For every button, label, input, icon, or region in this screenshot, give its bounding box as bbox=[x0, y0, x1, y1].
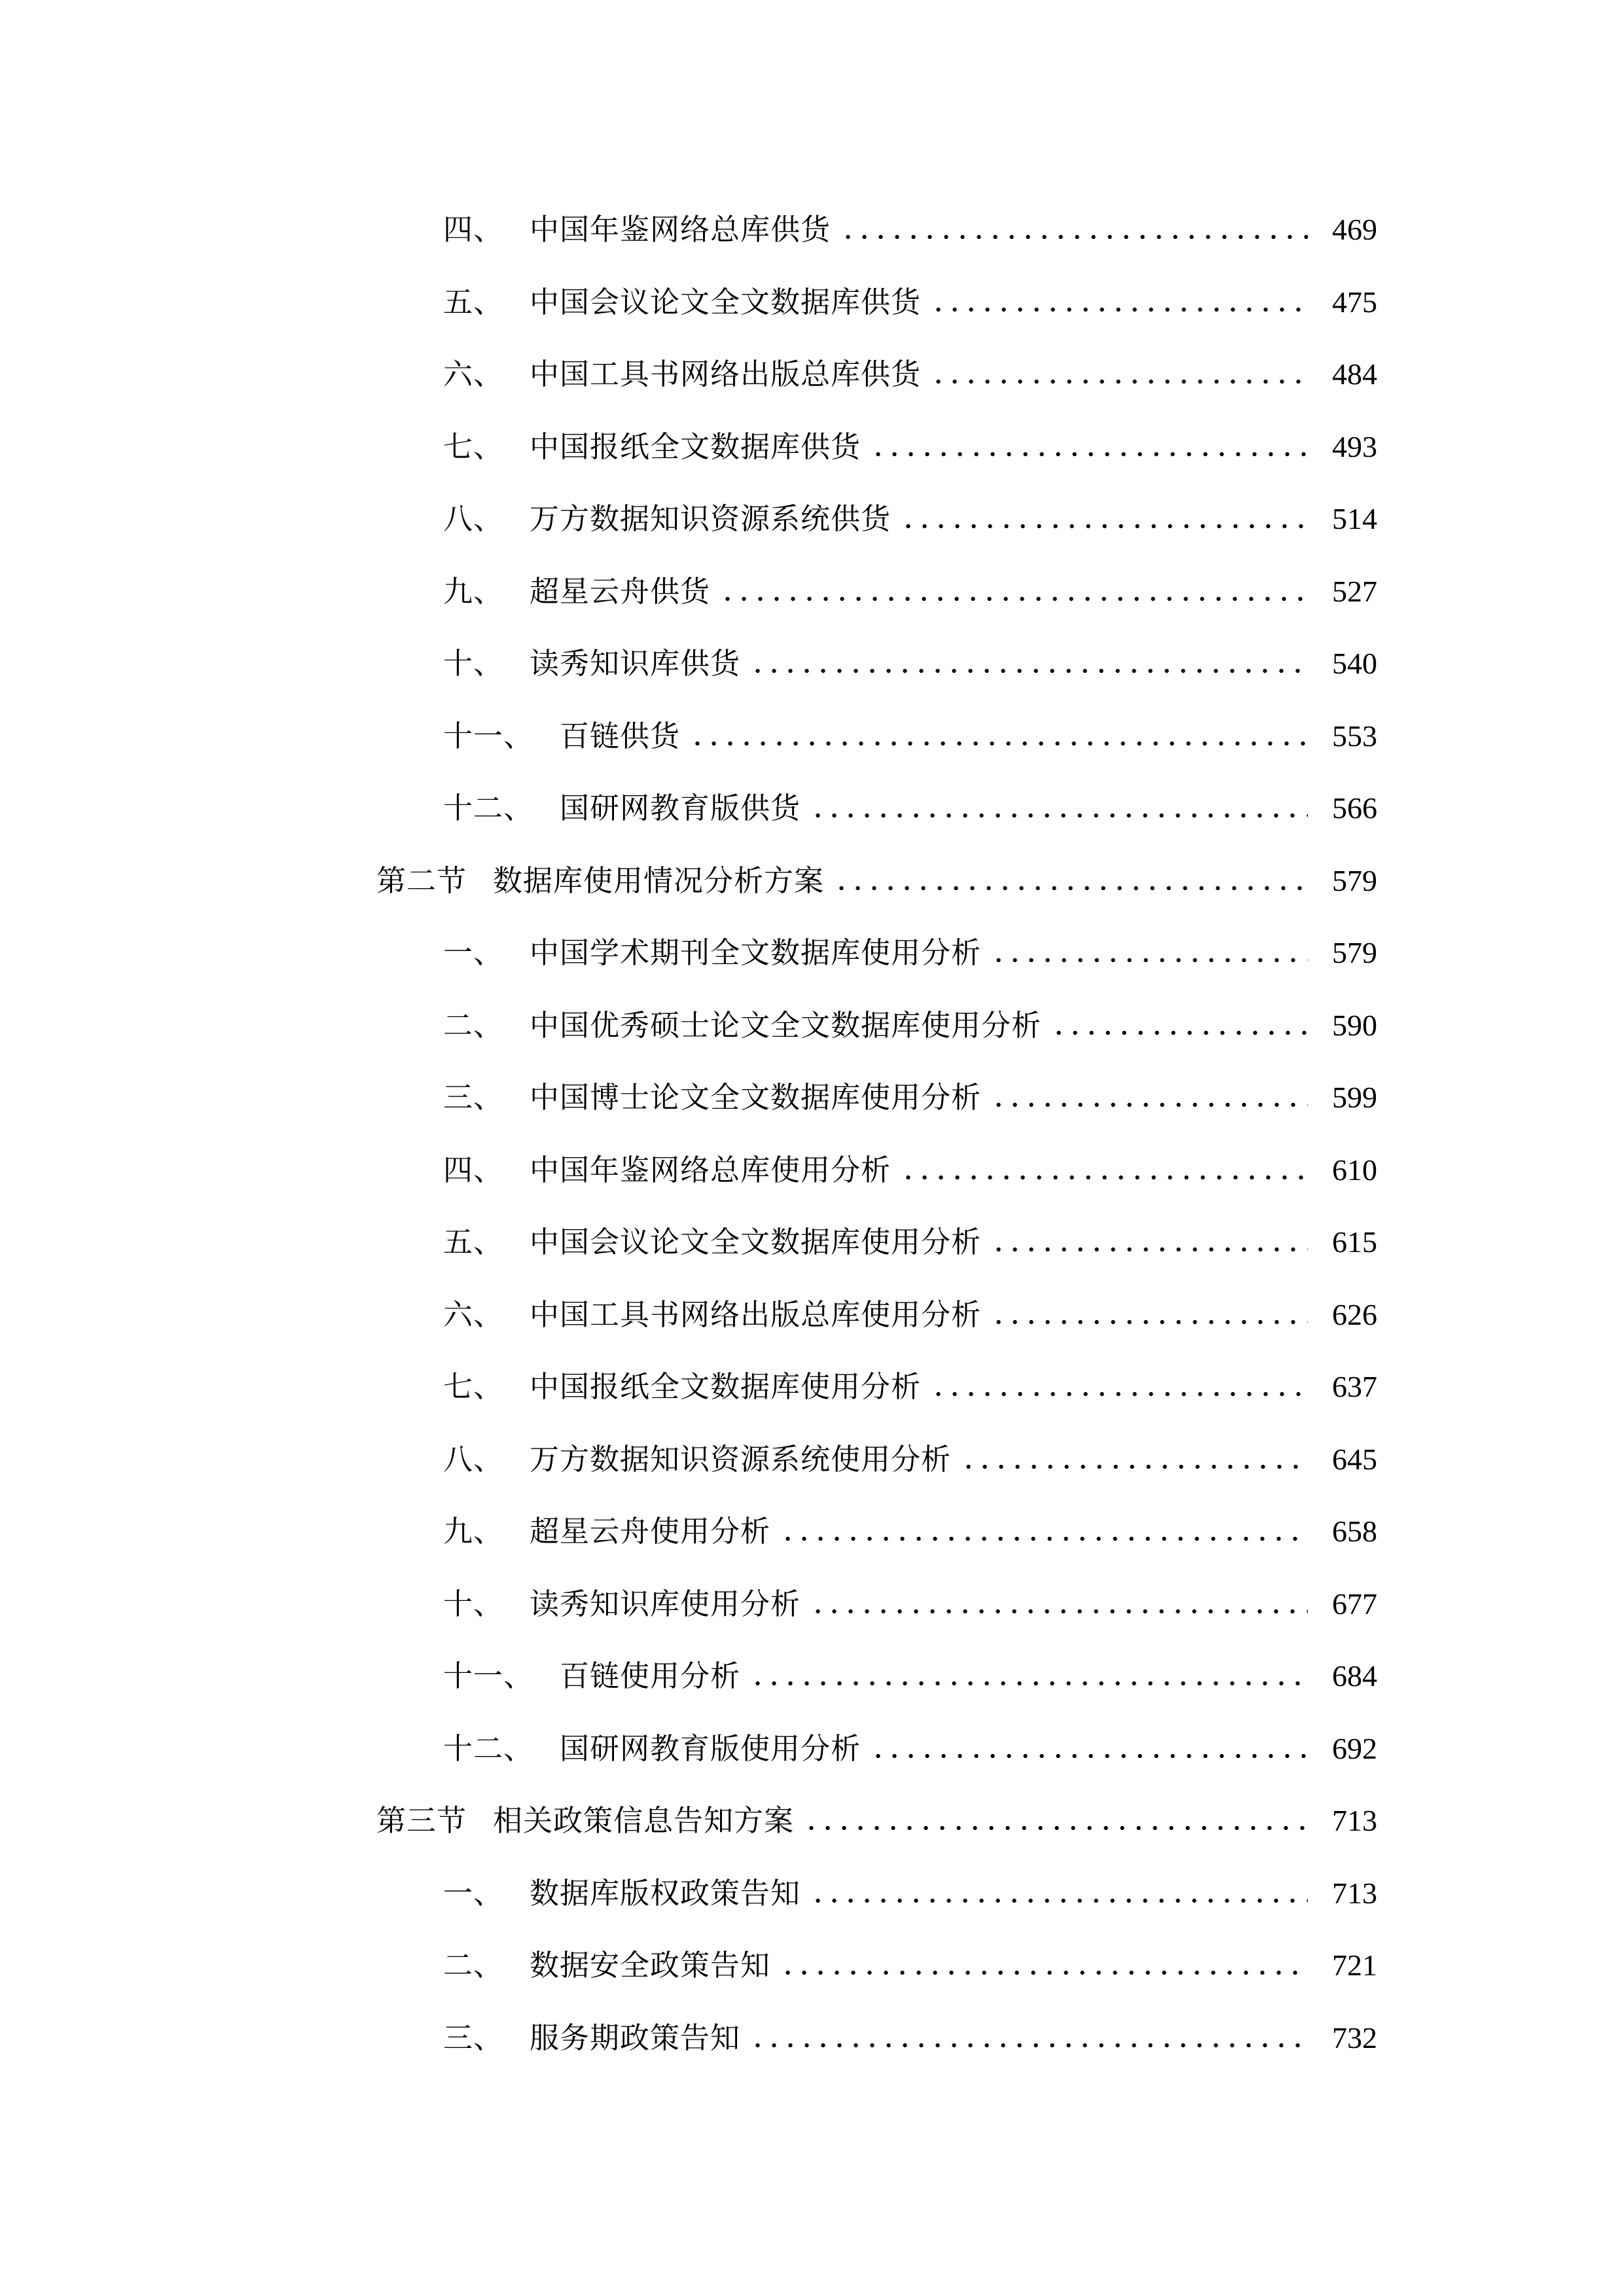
dot-leader bbox=[810, 1857, 1308, 1930]
entry-title: 万方数据知识资源系统供货 bbox=[530, 503, 892, 535]
entry-number: 第二节 bbox=[376, 864, 467, 897]
entry-number: 十、 bbox=[443, 1587, 504, 1621]
entry-title: 万方数据知识资源系统使用分析 bbox=[530, 1443, 952, 1476]
entry-number: 十一、 bbox=[443, 1660, 534, 1693]
entry-title: 超星云舟供货 bbox=[530, 575, 711, 608]
entry-number: 七、 bbox=[443, 430, 504, 463]
entry-title: 数据库使用情况分析方案 bbox=[493, 864, 825, 897]
entry-title: 百链使用分析 bbox=[560, 1660, 741, 1693]
entry-number: 八、 bbox=[443, 503, 504, 535]
dot-leader bbox=[749, 2002, 1308, 2075]
entry-title: 中国报纸全文数据库使用分析 bbox=[530, 1371, 922, 1403]
entry-number: 六、 bbox=[443, 358, 504, 391]
dot-leader bbox=[810, 772, 1308, 845]
entry-page-number: 645 bbox=[1332, 1442, 1377, 1476]
entry-page-number: 684 bbox=[1332, 1659, 1377, 1693]
dot-leader bbox=[870, 411, 1308, 484]
toc-entry-row bbox=[376, 338, 1377, 411]
entry-title: 中国会议论文全文数据库供货 bbox=[530, 285, 922, 319]
entry-number: 九、 bbox=[443, 575, 504, 608]
entry-number: 三、 bbox=[443, 2021, 504, 2054]
toc-section-row bbox=[376, 1785, 1377, 1857]
entry-title: 中国工具书网络出版总库使用分析 bbox=[530, 1298, 982, 1331]
entry-page-number: 493 bbox=[1332, 429, 1377, 463]
dot-leader bbox=[990, 1279, 1308, 1352]
dot-leader bbox=[810, 1568, 1308, 1641]
toc-entry-row bbox=[376, 772, 1377, 845]
dot-leader bbox=[749, 628, 1308, 700]
toc-entry-row bbox=[376, 700, 1377, 773]
entry-page-number: 677 bbox=[1332, 1587, 1377, 1621]
entry-page-number: 615 bbox=[1332, 1225, 1377, 1259]
entry-page-number: 732 bbox=[1332, 2020, 1377, 2054]
toc-entry-row bbox=[376, 1351, 1377, 1424]
toc-entry-row bbox=[376, 483, 1377, 556]
entry-title: 国研网教育版使用分析 bbox=[560, 1732, 861, 1765]
entry-number: 十、 bbox=[443, 647, 504, 680]
dot-leader bbox=[840, 194, 1308, 266]
dot-leader bbox=[1051, 990, 1308, 1062]
entry-title: 相关政策信息告知方案 bbox=[493, 1804, 795, 1837]
toc-entry-row bbox=[376, 556, 1377, 628]
entry-page-number: 579 bbox=[1332, 863, 1377, 897]
dot-leader bbox=[930, 266, 1308, 339]
dot-leader bbox=[930, 338, 1308, 411]
toc-entry-row bbox=[376, 2002, 1377, 2075]
table-of-contents bbox=[0, 194, 1624, 2074]
toc-section-row bbox=[376, 845, 1377, 918]
entry-title: 数据安全政策告知 bbox=[530, 1949, 771, 1982]
entry-number: 六、 bbox=[443, 1298, 504, 1331]
toc-entry-row bbox=[376, 1424, 1377, 1496]
entry-number: 一、 bbox=[443, 1876, 504, 1910]
entry-title: 中国年鉴网络总库供货 bbox=[530, 213, 831, 246]
entry-title: 中国会议论文全文数据库使用分析 bbox=[530, 1226, 982, 1259]
entry-page-number: 469 bbox=[1332, 213, 1377, 246]
dot-leader bbox=[719, 556, 1308, 628]
toc-entry-row bbox=[376, 1929, 1377, 2002]
toc-entry-row bbox=[376, 628, 1377, 700]
dot-leader bbox=[900, 483, 1308, 556]
toc-entry-row bbox=[376, 1206, 1377, 1279]
entry-title: 读秀知识库使用分析 bbox=[530, 1587, 801, 1621]
entry-number: 四、 bbox=[443, 1153, 504, 1187]
dot-leader bbox=[990, 1062, 1308, 1134]
entry-number: 九、 bbox=[443, 1515, 504, 1548]
toc-entry-row bbox=[376, 266, 1377, 339]
entry-page-number: 626 bbox=[1332, 1297, 1377, 1331]
toc-entry-row bbox=[376, 1568, 1377, 1641]
entry-title: 中国年鉴网络总库使用分析 bbox=[530, 1153, 892, 1187]
toc-entry-row bbox=[376, 411, 1377, 484]
entry-title: 读秀知识库供货 bbox=[530, 647, 741, 680]
toc-entry-row bbox=[376, 1062, 1377, 1134]
dot-leader bbox=[900, 1134, 1308, 1207]
entry-title: 中国工具书网络出版总库供货 bbox=[530, 358, 922, 391]
dot-leader bbox=[833, 845, 1308, 918]
toc-entry-row bbox=[376, 1640, 1377, 1713]
dot-leader bbox=[930, 1351, 1308, 1424]
entry-number: 四、 bbox=[443, 213, 504, 246]
entry-title: 数据库版权政策告知 bbox=[530, 1876, 801, 1910]
dot-leader bbox=[990, 1206, 1308, 1279]
entry-number: 一、 bbox=[443, 937, 504, 969]
toc-entry-row bbox=[376, 917, 1377, 990]
entry-page-number: 514 bbox=[1332, 502, 1377, 535]
entry-number: 五、 bbox=[443, 1226, 504, 1259]
entry-page-number: 721 bbox=[1332, 1948, 1377, 1982]
dot-leader bbox=[960, 1424, 1308, 1496]
entry-page-number: 658 bbox=[1332, 1515, 1377, 1548]
entry-page-number: 692 bbox=[1332, 1731, 1377, 1765]
entry-page-number: 610 bbox=[1332, 1153, 1377, 1187]
entry-page-number: 579 bbox=[1332, 936, 1377, 969]
entry-title: 中国学术期刊全文数据库使用分析 bbox=[530, 937, 982, 969]
dot-leader bbox=[780, 1496, 1308, 1568]
entry-page-number: 590 bbox=[1332, 1008, 1377, 1042]
entry-title: 中国报纸全文数据库供货 bbox=[530, 430, 861, 463]
entry-title: 中国优秀硕士论文全文数据库使用分析 bbox=[530, 1009, 1042, 1042]
entry-title: 服务期政策告知 bbox=[530, 2021, 741, 2054]
entry-page-number: 637 bbox=[1332, 1370, 1377, 1403]
entry-page-number: 599 bbox=[1332, 1081, 1377, 1114]
entry-page-number: 475 bbox=[1332, 285, 1377, 319]
dot-leader bbox=[780, 1929, 1308, 2002]
entry-number: 二、 bbox=[443, 1009, 504, 1042]
entry-page-number: 713 bbox=[1332, 1804, 1377, 1837]
entry-number: 三、 bbox=[443, 1081, 504, 1114]
toc-entry-row bbox=[376, 194, 1377, 266]
entry-page-number: 540 bbox=[1332, 647, 1377, 680]
entry-title: 国研网教育版供货 bbox=[560, 792, 801, 825]
entry-title: 百链供货 bbox=[560, 719, 681, 753]
toc-entry-row bbox=[376, 1496, 1377, 1568]
entry-page-number: 484 bbox=[1332, 357, 1377, 391]
dot-leader bbox=[803, 1785, 1308, 1857]
entry-number: 十二、 bbox=[443, 792, 534, 825]
entry-number: 二、 bbox=[443, 1949, 504, 1982]
toc-entry-row bbox=[376, 1713, 1377, 1785]
entry-page-number: 713 bbox=[1332, 1876, 1377, 1910]
entry-number: 第三节 bbox=[376, 1804, 467, 1837]
entry-number: 十一、 bbox=[443, 719, 534, 753]
entry-number: 五、 bbox=[443, 285, 504, 319]
dot-leader bbox=[689, 700, 1308, 773]
entry-number: 七、 bbox=[443, 1371, 504, 1403]
dot-leader bbox=[870, 1713, 1308, 1785]
entry-page-number: 553 bbox=[1332, 719, 1377, 753]
entry-number: 十二、 bbox=[443, 1732, 534, 1765]
entry-page-number: 566 bbox=[1332, 791, 1377, 825]
toc-entry-row bbox=[376, 1279, 1377, 1352]
entry-page-number: 527 bbox=[1332, 574, 1377, 608]
entry-title: 超星云舟使用分析 bbox=[530, 1515, 771, 1548]
entry-number: 八、 bbox=[443, 1443, 504, 1476]
dot-leader bbox=[990, 917, 1308, 990]
dot-leader bbox=[749, 1640, 1308, 1713]
toc-entry-row bbox=[376, 1134, 1377, 1207]
toc-entry-row bbox=[376, 990, 1377, 1062]
toc-entry-row bbox=[376, 1857, 1377, 1930]
entry-title: 中国博士论文全文数据库使用分析 bbox=[530, 1081, 982, 1114]
